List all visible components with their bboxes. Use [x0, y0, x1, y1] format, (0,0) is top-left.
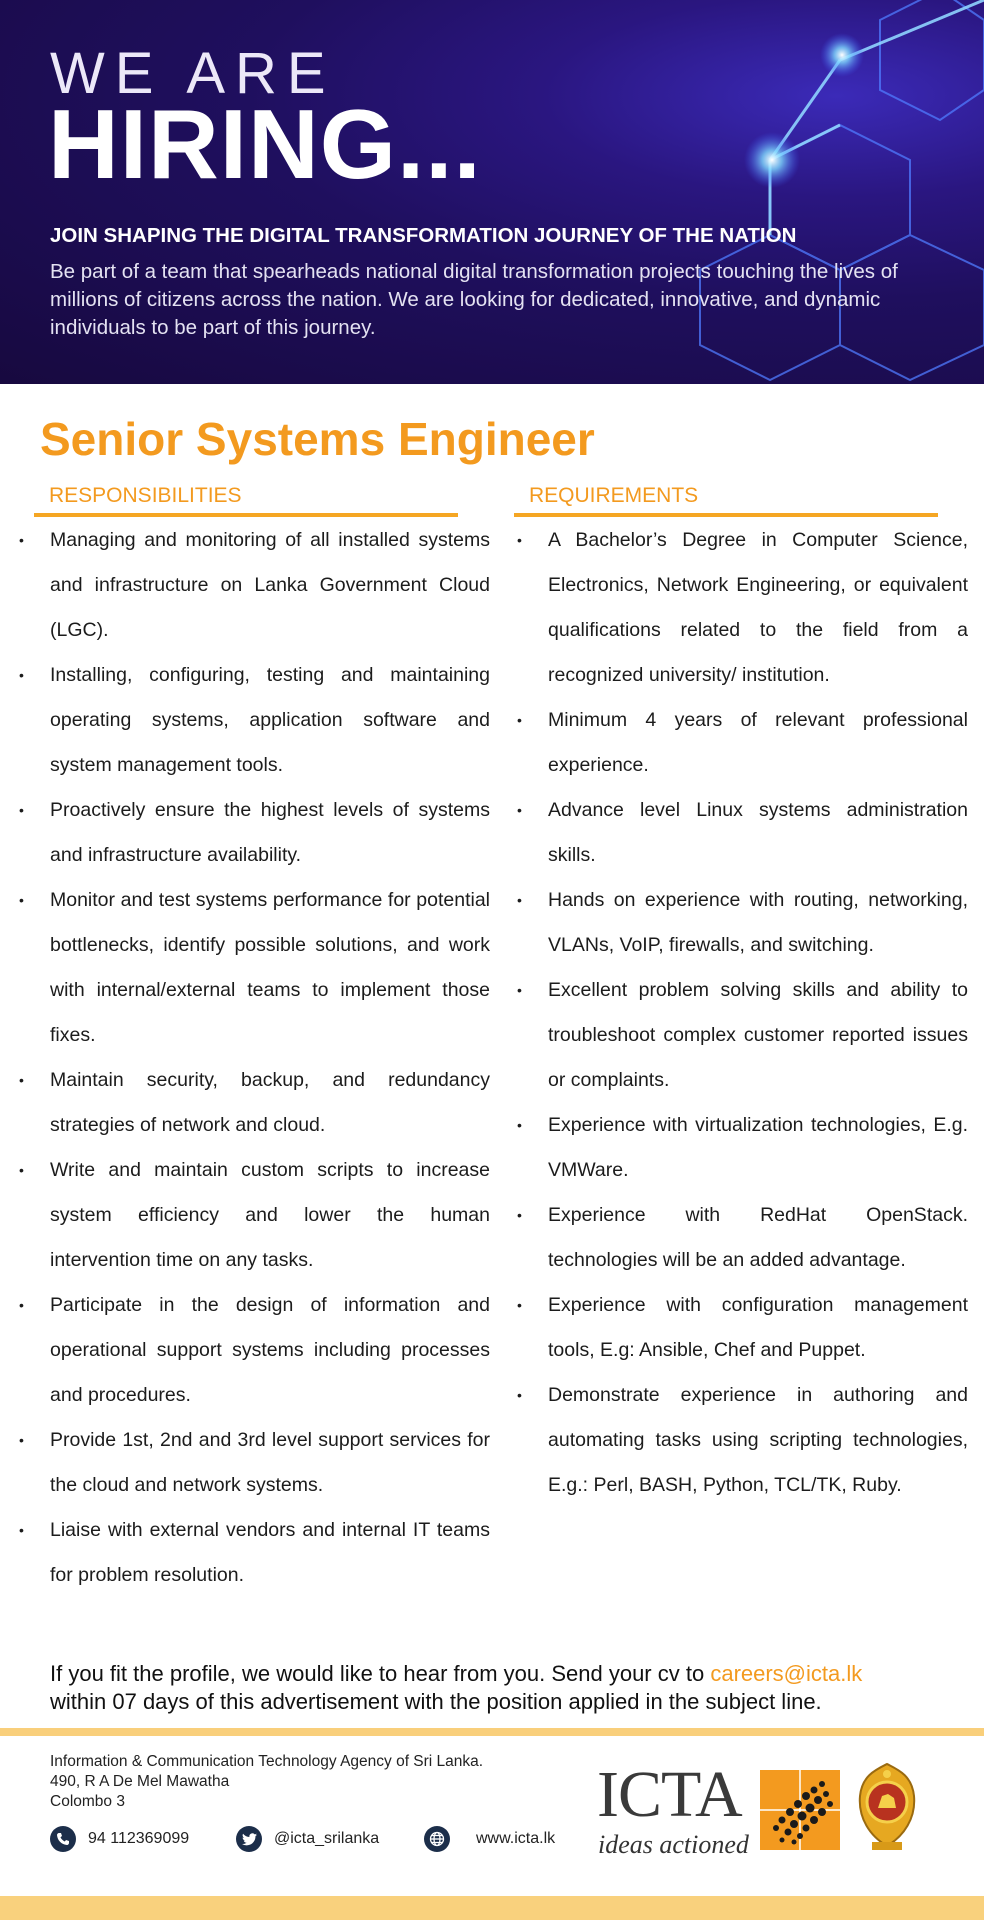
organization-name: Information & Communication Technology Agency of Sri Lanka.: [50, 1753, 484, 1770]
logo-wordmark: ICTA: [597, 1758, 742, 1831]
requirements-item: • Demonstrate experience in authoring and automating tasks using scripting technologies, E.g.: Perl, BASH, Python, TCL/TK, Ruby.: [548, 1373, 968, 1508]
responsibilities-item: • Write and maintain custom scripts to increase system efficiency and lower the human intervention time on any tasks.: [50, 1148, 490, 1283]
requirements-heading: REQUIREMENTS: [529, 484, 699, 507]
responsibilities-item: • Monitor and test systems performance for potential bottlenecks, identify possible solutions, and work with internal/external teams to implement those fixes.: [50, 878, 490, 1058]
responsibilities-item: • Installing, configuring, testing and maintaining operating systems, application software and system management tools.: [50, 653, 490, 788]
apply-text: If you fit the profile, we would like to hear from you. Send your cv to: [50, 1661, 711, 1686]
responsibilities-item: • Maintain security, backup, and redundancy strategies of network and cloud.: [50, 1058, 490, 1148]
hero-banner: [0, 0, 984, 384]
footer-bottom-band: [0, 1896, 984, 1920]
apply-deadline-text: within 07 days of this advertisement with the position applied in the subject line.: [50, 1689, 822, 1714]
requirements-item: • Excellent problem solving skills and ability to troubleshoot complex customer reported issues or complaints.: [548, 968, 968, 1103]
apply-instructions: [50, 1660, 950, 1716]
responsibilities-divider: [34, 513, 458, 517]
careers-email-link[interactable]: careers@icta.lk: [710, 1661, 863, 1686]
requirements-item: • Minimum 4 years of relevant professional experience.: [548, 698, 968, 788]
address-line: 490, R A De Mel Mawatha: [50, 1773, 230, 1790]
hiring-heading: HIRING...: [48, 89, 482, 199]
sri-lanka-emblem-icon: [854, 1762, 920, 1854]
footer-top-band: [0, 1728, 984, 1736]
requirements-item: • Advance level Linux systems administration skills.: [548, 788, 968, 878]
responsibilities-heading: RESPONSIBILITIES: [49, 484, 242, 507]
website-contact: [424, 1826, 555, 1852]
requirements-divider: [514, 513, 938, 517]
we-are-heading: WE ARE: [50, 41, 336, 106]
requirements-item: • Experience with configuration management tools, E.g: Ansible, Chef and Puppet.: [548, 1283, 968, 1373]
responsibilities-list: [50, 518, 490, 1598]
address-city: Colombo 3: [50, 1793, 125, 1810]
requirements-item: • Hands on experience with routing, networking, VLANs, VoIP, firewalls, and switching.: [548, 878, 968, 968]
responsibilities-item: • Proactively ensure the highest levels of systems and infrastructure availability.: [50, 788, 490, 878]
job-title: Senior Systems Engineer: [40, 413, 595, 465]
requirements-item: • Experience with RedHat OpenStack. technologies will be an added advantage.: [548, 1193, 968, 1283]
hero-tagline: JOIN SHAPING THE DIGITAL TRANSFORMATION JOURNEY OF THE NATION: [50, 224, 797, 247]
logo-mark-icon: [760, 1770, 840, 1850]
twitter-contact: [236, 1826, 379, 1852]
organization-address: [50, 1752, 483, 1812]
globe-icon: [424, 1826, 450, 1852]
requirements-list: [548, 518, 968, 1508]
requirements-item: • Experience with virtualization technologies, E.g. VMWare.: [548, 1103, 968, 1193]
website-link[interactable]: www.icta.lk: [476, 1830, 556, 1847]
logo-tagline: ideas actioned: [598, 1830, 749, 1859]
twitter-icon: [236, 1826, 262, 1852]
responsibilities-item: • Participate in the design of information and operational support systems including processes and procedures.: [50, 1283, 490, 1418]
icta-logo: [594, 1758, 984, 1862]
phone-number: 94 112369099: [88, 1830, 190, 1847]
phone-contact: [50, 1826, 189, 1852]
twitter-handle[interactable]: @icta_srilanka: [274, 1830, 380, 1847]
responsibilities-item: • Provide 1st, 2nd and 3rd level support services for the cloud and network systems.: [50, 1418, 490, 1508]
responsibilities-item: • Liaise with external vendors and internal IT teams for problem resolution.: [50, 1508, 490, 1598]
responsibilities-item: • Managing and monitoring of all installed systems and infrastructure on Lanka Government Cloud (LGC).: [50, 518, 490, 653]
hero-intro: Be part of a team that spearheads national digital transformation projects touching the lives of millions of citizens across the nation. We are looking for dedicated, innovative, and dynamic individuals to be part of this journey.: [50, 260, 898, 339]
phone-icon: [50, 1826, 76, 1852]
requirements-item: • A Bachelor’s Degree in Computer Science, Electronics, Network Engineering, or equivalent qualifications related to the field from a recognized university/ institution.: [548, 518, 968, 698]
